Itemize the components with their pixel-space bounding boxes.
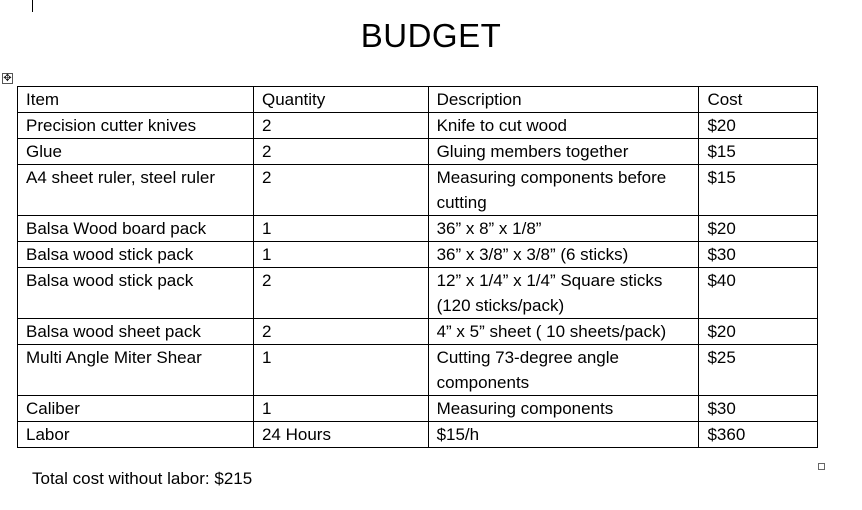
cell-description[interactable]: 12” x 1/4” x 1/4” Square sticks (120 sticks/pack) (428, 268, 699, 319)
table-row (18, 165, 818, 216)
cell-quantity[interactable]: 2 (253, 139, 428, 165)
cell-cost[interactable]: $20 (699, 113, 818, 139)
cell-item[interactable]: Balsa wood stick pack (18, 242, 254, 268)
cell-item[interactable]: Balsa Wood board pack (18, 216, 254, 242)
cell-cost[interactable]: $20 (699, 319, 818, 345)
cell-description[interactable]: Measuring components before cutting (428, 165, 699, 216)
table-row (18, 242, 818, 268)
table-row (18, 345, 818, 396)
cell-item[interactable]: Balsa wood sheet pack (18, 319, 254, 345)
cell-item[interactable]: Precision cutter knives (18, 113, 254, 139)
table-row (18, 216, 818, 242)
cell-description[interactable]: 36” x 3/8” x 3/8” (6 sticks) (428, 242, 699, 268)
table-move-handle-icon[interactable]: ✥ (3, 73, 12, 84)
cell-cost[interactable]: $15 (699, 165, 818, 216)
table-row (18, 422, 818, 448)
header-quantity[interactable]: Quantity (253, 87, 428, 113)
cell-item[interactable]: Labor (18, 422, 254, 448)
cell-cost[interactable]: $20 (699, 216, 818, 242)
cell-quantity[interactable]: 1 (253, 242, 428, 268)
cell-cost[interactable]: $30 (699, 396, 818, 422)
cell-quantity[interactable]: 1 (253, 345, 428, 396)
header-description[interactable]: Description (428, 87, 699, 113)
cell-cost[interactable]: $360 (699, 422, 818, 448)
cell-item[interactable]: Multi Angle Miter Shear (18, 345, 254, 396)
cell-quantity[interactable]: 2 (253, 165, 428, 216)
cell-item[interactable]: Glue (18, 139, 254, 165)
cell-description[interactable]: 36” x 8” x 1/8” (428, 216, 699, 242)
cell-cost[interactable]: $30 (699, 242, 818, 268)
table-row (18, 113, 818, 139)
table-header-row (18, 87, 818, 113)
cell-description[interactable]: $15/h (428, 422, 699, 448)
cell-item[interactable]: Balsa wood stick pack (18, 268, 254, 319)
cell-cost[interactable]: $40 (699, 268, 818, 319)
cell-description[interactable]: Cutting 73-degree angle components (428, 345, 699, 396)
header-cost[interactable]: Cost (699, 87, 818, 113)
total-cost-text: Total cost without labor: $215 (32, 469, 253, 488)
cell-cost[interactable]: $15 (699, 139, 818, 165)
document-title: BUDGET (360, 17, 502, 54)
cell-description[interactable]: Gluing members together (428, 139, 699, 165)
cell-quantity[interactable]: 1 (253, 216, 428, 242)
table-row (18, 396, 818, 422)
header-item[interactable]: Item (18, 87, 254, 113)
cell-description[interactable]: 4” x 5” sheet ( 10 sheets/pack) (428, 319, 699, 345)
table-row (18, 319, 818, 345)
text-cursor (32, 0, 33, 12)
cell-quantity[interactable]: 1 (253, 396, 428, 422)
table-row (18, 139, 818, 165)
cell-description[interactable]: Knife to cut wood (428, 113, 699, 139)
table-resize-handle[interactable] (818, 463, 825, 470)
cell-quantity[interactable]: 2 (253, 113, 428, 139)
cell-quantity[interactable]: 2 (253, 319, 428, 345)
cell-quantity[interactable]: 24 Hours (253, 422, 428, 448)
cell-item[interactable]: A4 sheet ruler, steel ruler (18, 165, 254, 216)
cell-quantity[interactable]: 2 (253, 268, 428, 319)
cell-description[interactable]: Measuring components (428, 396, 699, 422)
table-row (18, 268, 818, 319)
cell-item[interactable]: Caliber (18, 396, 254, 422)
cell-cost[interactable]: $25 (699, 345, 818, 396)
budget-table (17, 86, 818, 448)
